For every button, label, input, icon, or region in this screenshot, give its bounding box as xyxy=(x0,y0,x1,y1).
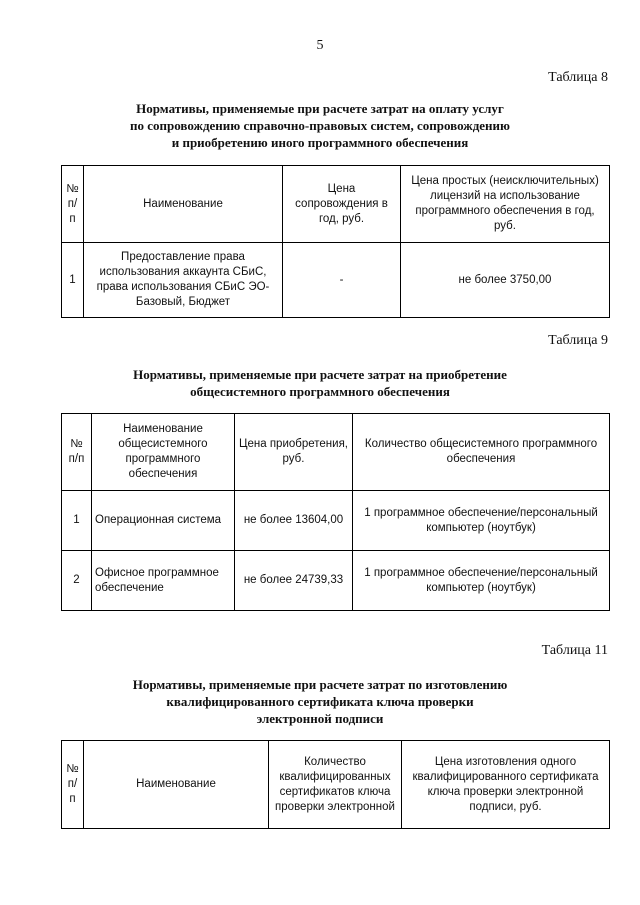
table9-label: Таблица 9 xyxy=(548,333,608,348)
table-row xyxy=(62,491,610,551)
col-header-price-license: Цена простых (неисключительных) лицензий на использование программного обеспечения в год, руб. xyxy=(401,166,610,243)
table9-header-row xyxy=(62,414,610,491)
col-header-name: Наименование xyxy=(84,741,269,829)
table11-label: Таблица 11 xyxy=(541,643,608,658)
cell-price-license: не более 3750,00 xyxy=(401,243,610,318)
table11-title-line: Нормативы, применяемые при расчете затрат по изготовлению xyxy=(132,677,508,692)
table8-header-row xyxy=(62,166,610,243)
page-number: 5 xyxy=(316,38,324,53)
table9-title xyxy=(60,366,580,400)
col-header-num: № п/п xyxy=(62,414,92,491)
table8 xyxy=(61,165,610,318)
table8-title-line: Нормативы, применяемые при расчете затрат на оплату услуг xyxy=(136,101,504,116)
table-row xyxy=(62,551,610,611)
table8-title-line: и приобретению иного программного обеспечения xyxy=(171,135,469,150)
table11 xyxy=(61,740,610,829)
col-header-name: Наименование общесистемного программного обеспечения xyxy=(92,414,235,491)
cell-price: не более 24739,33 xyxy=(235,551,353,611)
table11-title xyxy=(60,676,580,727)
col-header-price: Цена изготовления одного квалифицированного сертификата ключа проверки электронной подписи, руб. xyxy=(402,741,610,829)
cell-qty: 1 программное обеспечение/персональный компьютер (ноутбук) xyxy=(353,551,610,611)
table9-title-line: Нормативы, применяемые при расчете затрат на приобретение xyxy=(133,367,507,382)
cell-name: Офисное программное обеспечение xyxy=(92,551,235,611)
table9 xyxy=(61,413,610,611)
table8-title-line: по сопровождению справочно-правовых систем, сопровождению xyxy=(130,118,510,133)
table8-label: Таблица 8 xyxy=(548,70,608,85)
table9-title-line: общесистемного программного обеспечения xyxy=(190,384,450,399)
cell-qty: 1 программное обеспечение/персональный компьютер (ноутбук) xyxy=(353,491,610,551)
table11-title-line: квалифицированного сертификата ключа проверки xyxy=(166,694,474,709)
col-header-name: Наименование xyxy=(84,166,283,243)
cell-name: Предоставление права использования аккаунта СБиС, права использования СБиС ЭО-Базовый, Бюджет xyxy=(84,243,283,318)
cell-num: 1 xyxy=(62,491,92,551)
col-header-num: № п/п xyxy=(62,741,84,829)
cell-price-support: - xyxy=(283,243,401,318)
table-row xyxy=(62,243,610,318)
col-header-price-support: Цена сопровождения в год, руб. xyxy=(283,166,401,243)
col-header-qty: Количество квалифицированных сертификатов ключа проверки электронной xyxy=(269,741,402,829)
col-header-price: Цена приобретения, руб. xyxy=(235,414,353,491)
col-header-qty: Количество общесистемного программного обеспечения xyxy=(353,414,610,491)
cell-name: Операционная система xyxy=(92,491,235,551)
cell-num: 1 xyxy=(62,243,84,318)
table11-title-line: электронной подписи xyxy=(256,711,384,726)
cell-price: не более 13604,00 xyxy=(235,491,353,551)
table11-header-row xyxy=(62,741,610,829)
cell-num: 2 xyxy=(62,551,92,611)
col-header-num: № п/п xyxy=(62,166,84,243)
table8-title xyxy=(60,100,580,151)
